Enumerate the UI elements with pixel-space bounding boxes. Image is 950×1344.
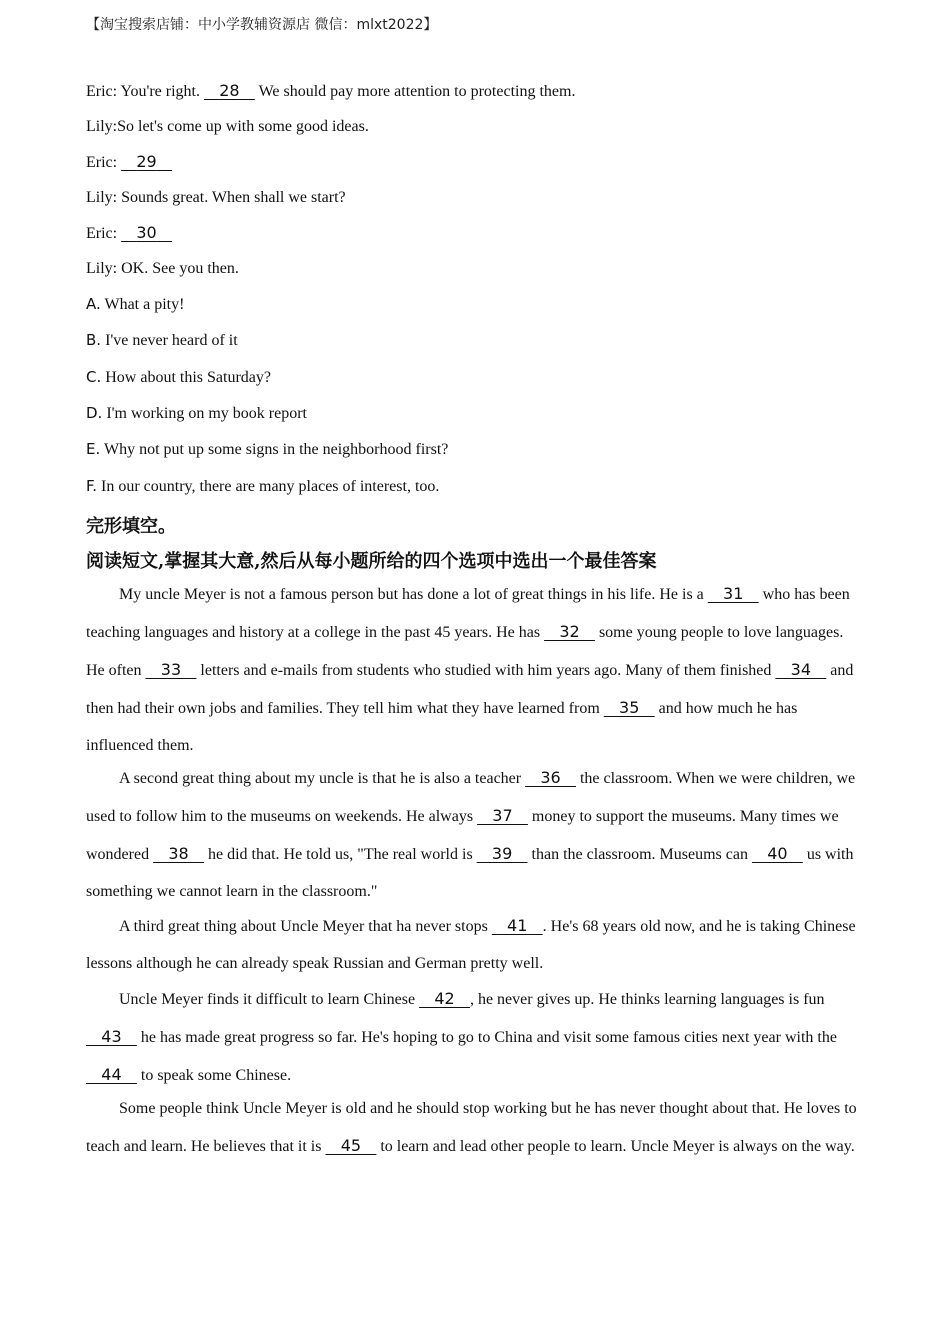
dialogue-text: We should pay more attention to protecting them. xyxy=(254,83,576,100)
answer-blank: 44 xyxy=(86,1065,137,1084)
passage-text: to learn and lead other people to learn. Uncle Meyer is always on the way. xyxy=(376,1138,855,1155)
answer-blank: 43 xyxy=(86,1027,137,1046)
dialogue-line xyxy=(86,188,346,208)
answer-blank: 36 xyxy=(525,768,576,787)
passage-text: than the classroom. Museums can xyxy=(527,846,752,863)
section-title: 完形填空。 xyxy=(86,516,176,537)
dialogue-text: Eric: xyxy=(86,154,122,171)
dialogue-text: Eric: You're right. xyxy=(86,83,204,100)
option-text: I've never heard of it xyxy=(101,332,238,349)
answer-blank: 33 xyxy=(145,660,197,679)
passage-paragraph xyxy=(86,980,864,1094)
passage-paragraph xyxy=(86,1090,864,1165)
answer-blank: 32 xyxy=(544,622,595,641)
option-text: How about this Saturday? xyxy=(101,369,271,386)
answer-blank: 28 xyxy=(219,81,240,100)
option-a xyxy=(86,294,184,315)
answer-blank: 31 xyxy=(707,584,759,603)
answer-blank: 29 xyxy=(136,152,157,171)
dialogue-line xyxy=(86,223,172,244)
passage-text: he did that. He told us, "The real world is xyxy=(203,846,477,863)
answer-blank: 38 xyxy=(153,844,204,863)
passage-text: My uncle Meyer is not a famous person but has done a lot of great things in his life. He is a xyxy=(119,586,708,603)
dialogue-line xyxy=(86,152,172,173)
dialogue-line xyxy=(86,259,239,279)
option-letter: F. xyxy=(86,477,97,495)
dialogue-text: Lily: Sounds great. When shall we start? xyxy=(86,189,346,206)
passage-text: he has made great progress so far. He's hoping to go to China and visit some famous cities next year with the xyxy=(136,1029,837,1046)
dialogue-line xyxy=(86,81,575,102)
answer-blank: 37 xyxy=(477,806,528,825)
page-header: 【淘宝搜索店铺：中小学教辅资源店 微信：mlxt2022】 xyxy=(86,17,438,33)
passage-paragraph xyxy=(86,907,864,982)
option-letter: B. xyxy=(86,331,102,349)
answer-blank: 40 xyxy=(751,844,803,863)
dialogue-text: Eric: xyxy=(86,225,122,242)
answer-blank: 42 xyxy=(419,989,470,1008)
passage-text: some young people to love languages. He often xyxy=(86,624,844,679)
answer-blank: 45 xyxy=(325,1136,377,1155)
answer-blank: 41 xyxy=(491,916,543,935)
option-letter: A. xyxy=(86,295,101,313)
passage-text: us with something we cannot learn in the classroom." xyxy=(86,846,854,900)
passage-text: A second great thing about my uncle is that he is also a teacher xyxy=(119,770,526,787)
answer-blank: 34 xyxy=(775,660,827,679)
passage-text: Some people think Uncle Meyer is old and he should stop working but he has never thought about that. He loves to teach and learn. He believes that it is xyxy=(86,1100,857,1155)
option-b xyxy=(86,330,238,351)
option-d xyxy=(86,403,307,424)
option-c xyxy=(86,367,271,388)
passage-text: and then had their own jobs and families. They tell him what they have learned from xyxy=(86,662,854,717)
option-f xyxy=(86,476,439,497)
passage-text: , he never gives up. He thinks learning languages is fun xyxy=(469,991,825,1008)
passage-text: to speak some Chinese. xyxy=(136,1067,292,1084)
answer-blank: 35 xyxy=(603,698,655,717)
option-text: I'm working on my book report xyxy=(102,405,307,422)
dialogue-text: Lily: OK. See you then. xyxy=(86,260,239,277)
passage-text: and how much he has influenced them. xyxy=(86,700,798,754)
option-letter: C. xyxy=(86,368,102,386)
option-text: In our country, there are many places of interest, too. xyxy=(97,478,440,495)
option-text: Why not put up some signs in the neighborhood first? xyxy=(100,441,449,458)
passage-text: who has been teaching languages and history at a college in the past 45 years. He has xyxy=(86,586,850,641)
dialogue-text: Lily:So let's come up with some good ideas. xyxy=(86,118,369,135)
answer-blank: 39 xyxy=(476,844,528,863)
option-letter: D. xyxy=(86,404,103,422)
dialogue-line xyxy=(86,117,369,137)
option-letter: E. xyxy=(86,440,101,458)
passage-text: letters and e-mails from students who studied with him years ago. Many of them finished xyxy=(196,662,776,679)
option-e xyxy=(86,439,448,460)
instruction-heading: 阅读短文,掌握其大意,然后从每小题所给的四个选项中选出一个最佳答案 xyxy=(86,551,657,572)
passage-text: A third great thing about Uncle Meyer that ha never stops xyxy=(119,918,492,935)
answer-blank: 30 xyxy=(136,223,157,242)
option-text: What a pity! xyxy=(100,296,185,313)
passage-text: the classroom. When we were children, we used to follow him to the museums on weekends. He always xyxy=(86,770,856,825)
passage-paragraph xyxy=(86,759,864,910)
passage-text: Uncle Meyer finds it difficult to learn Chinese xyxy=(119,991,420,1008)
passage-paragraph xyxy=(86,575,864,764)
passage-text: . He's 68 years old now, and he is taking Chinese lessons although he can already speak Russian and German pretty well. xyxy=(86,918,856,972)
passage-text: money to support the museums. Many times we wondered xyxy=(86,808,839,863)
